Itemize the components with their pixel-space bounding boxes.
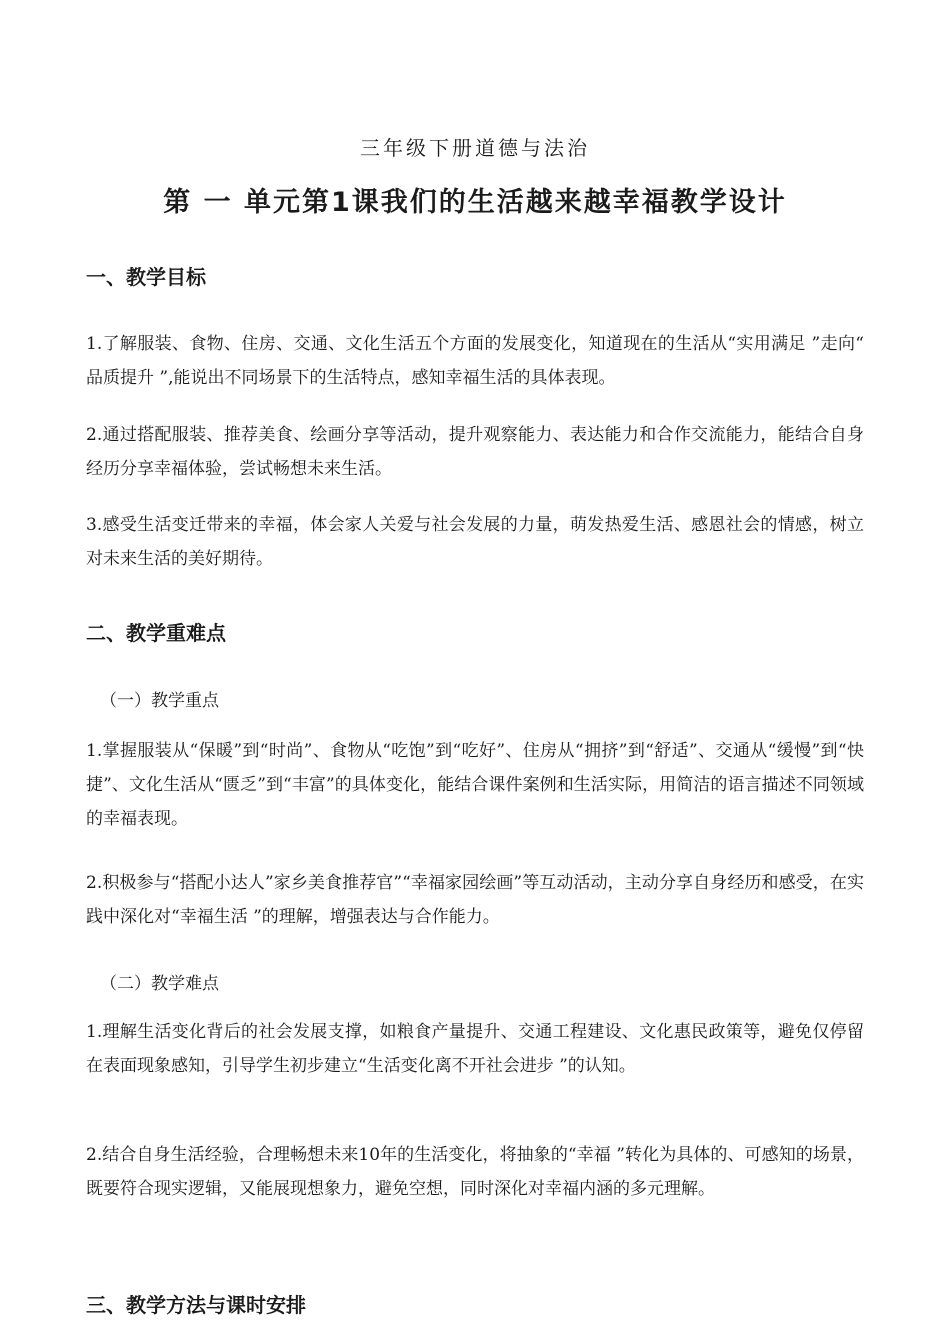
subsection-heading-difficulty: （二）教学难点 — [100, 974, 219, 994]
difficulty-paragraph-2: 2.结合自身生活经验，合理畅想未来10年的生活变化，将抽象的“幸福 ”转化为具体的、可感知的场景，既要符合现实逻辑，又能展现想象力，避免空想，同时深化对幸福内涵的多元理解。 — [86, 1145, 864, 1199]
focus-paragraph-1: 1.掌握服装从“保暖”到“时尚”、食物从“吃饱”到“吃好”、住房从“拥挤”到“舒适”、交通从“缓慢”到“快捷”、文化生活从“匮乏”到“丰富”的具体变化，能结合课件案例和生活实际，用简洁的语言描述不同领域的幸福表现。 — [86, 741, 864, 829]
section-heading-key-points: 二、教学重难点 — [86, 621, 226, 645]
objective-paragraph-1: 1.了解服装、食物、住房、交通、文化生活五个方面的发展变化，知道现在的生活从“实用满足 ”走向“ 品质提升 ”,能说出不同场景下的生活特点，感知幸福生活的具体表现。 — [86, 334, 864, 388]
focus-paragraph-2: 2.积极参与“搭配小达人”家乡美食推荐官”“幸福家园绘画”等互动活动，主动分享自身经历和感受，在实践中深化对“幸福生活 ”的理解，增强表达与合作能力。 — [86, 873, 864, 927]
objective-paragraph-3: 3.感受生活变迁带来的幸福，体会家人关爱与社会发展的力量，萌发热爱生活、感恩社会的情感，树立对未来生活的美好期待。 — [86, 515, 864, 569]
document-subtitle: 三年级下册道德与法治 — [360, 136, 590, 160]
section-heading-methods: 三、教学方法与课时安排 — [86, 1293, 306, 1317]
section-heading-objectives: 一、教学目标 — [86, 265, 206, 289]
objective-paragraph-2: 2.通过搭配服装、推荐美食、绘画分享等活动，提升观察能力、表达能力和合作交流能力，能结合自身经历分享幸福体验，尝试畅想未来生活。 — [86, 425, 864, 479]
difficulty-paragraph-1: 1.理解生活变化背后的社会发展支撑，如粮食产量提升、交通工程建设、文化惠民政策等，避免仅停留在表面现象感知，引导学生初步建立“生活变化离不开社会进步 ”的认知。 — [86, 1022, 864, 1076]
subsection-heading-focus: （一）教学重点 — [100, 691, 219, 711]
document-title: 第 一 单元第1课我们的生活越来越幸福教学设计 — [163, 187, 787, 218]
